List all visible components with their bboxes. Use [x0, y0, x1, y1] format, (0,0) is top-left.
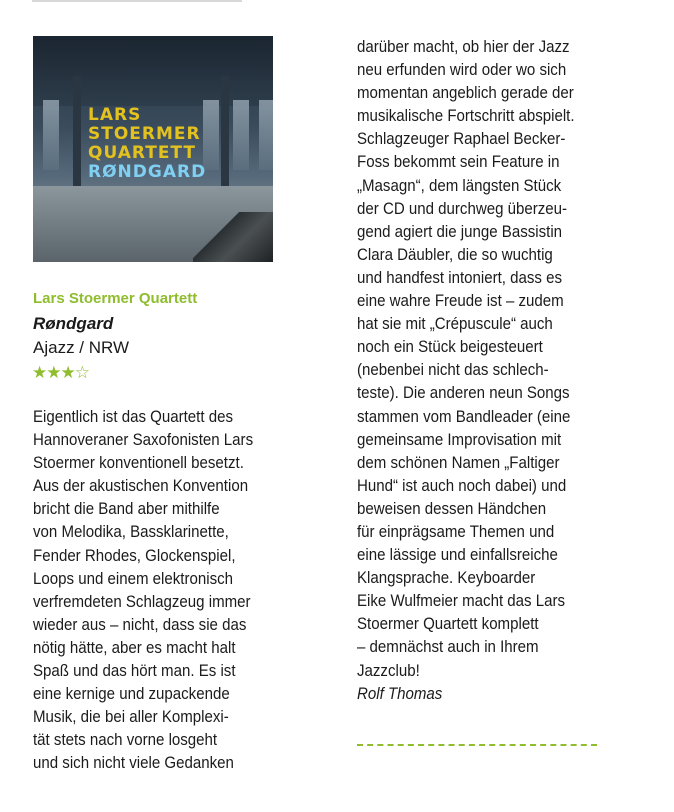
text-line: (nebenbei nicht das schlech- — [357, 361, 549, 380]
top-rule — [32, 0, 242, 2]
text-line: – demnächst auch in Ihrem — [357, 638, 539, 657]
author-signature: Rolf Thomas — [357, 684, 443, 703]
text-line: beweisen dessen Händchen — [357, 499, 547, 518]
text-line: darüber macht, ob hier der Jazz — [357, 38, 570, 56]
text-line: neu erfunden wird oder wo sich — [357, 61, 567, 80]
text-line: Eike Wulfmeier macht das Lars — [357, 592, 566, 611]
text-line: und handfest intoniert, dass es — [357, 268, 563, 287]
cover-window — [259, 100, 273, 170]
cover-line: LARS — [88, 105, 142, 125]
text-line: eine wahre Freude ist – zudem — [357, 292, 564, 311]
text-line: gemeinsame Improvisation mit — [357, 430, 562, 449]
text-line: Stoermer Quartett komplett — [357, 615, 539, 634]
text-line: musikalische Fortschritt abspielt. — [357, 107, 575, 126]
review-text-column-1 — [33, 406, 253, 776]
text-line: eine kernige und zupackende — [33, 685, 230, 704]
text-line: und sich nicht viele Gedanken — [33, 754, 234, 773]
album-cover — [33, 36, 273, 262]
text-line: hat sie mit „Crépuscule“ auch — [357, 315, 553, 334]
text-line: Schlagzeuger Raphael Becker- — [357, 130, 566, 149]
record-label: Ajazz / NRW — [33, 338, 130, 357]
cover-ceiling — [33, 36, 273, 106]
text-line: gend agiert die junge Bassistin — [357, 222, 563, 241]
text-line: Musik, die bei aller Komplexi- — [33, 708, 229, 727]
text-line: momentan angeblich gerade der — [357, 84, 574, 103]
end-divider — [357, 744, 597, 746]
text-line: für einprägsame Themen und — [357, 522, 555, 541]
text-line: von Melodika, Bassklarinette, — [33, 523, 229, 542]
text-line: Fender Rhodes, Glockenspiel, — [33, 546, 236, 565]
text-line: Clara Däubler, die so wuchtig — [357, 245, 553, 264]
cover-line: QUARTETT — [88, 143, 197, 163]
text-line: verfremdeten Schlagzeug immer — [33, 592, 251, 611]
text-line: Loops und einem elektronisch — [33, 569, 234, 588]
text-line: Hund“ ist auch noch dabei) und — [357, 476, 567, 495]
text-line: stammen vom Bandleader (eine — [357, 407, 571, 426]
text-line: Aus der akustischen Konvention — [33, 477, 249, 496]
cover-window — [43, 100, 59, 170]
cover-line: RØNDGARD — [88, 162, 207, 182]
text-line: tät stets nach vorne losgeht — [33, 731, 218, 750]
cover-window — [233, 100, 249, 170]
text-line: teste). Die anderen neun Songs — [357, 384, 570, 403]
cover-debris — [193, 212, 273, 262]
text-line: Eigentlich ist das Quartett des — [33, 408, 233, 426]
text-line: Jazzclub! — [357, 661, 420, 680]
cover-title — [88, 106, 206, 182]
rating-stars: ★★★☆ — [32, 363, 89, 382]
text-line: Hannoveraner Saxofonisten Lars — [33, 431, 254, 450]
text-line: bricht die Band aber mithilfe — [33, 500, 220, 519]
artist-name: Lars Stoermer Quartett — [33, 290, 198, 307]
text-line: „Masagn“, dem längsten Stück — [357, 176, 562, 195]
text-line: Spaß und das hört man. Es ist — [33, 662, 236, 681]
review-text-column-2 — [357, 36, 575, 706]
text-line: Stoermer konventionell besetzt. — [33, 454, 244, 473]
text-line: nötig hätte, aber es macht halt — [33, 638, 236, 657]
cover-line: STOERMER — [88, 124, 201, 144]
album-title: Røndgard — [33, 314, 114, 333]
text-line: dem schönen Namen „Faltiger — [357, 453, 560, 472]
text-line: Foss bekommt sein Feature in — [357, 153, 560, 172]
text-line: wieder aus – nicht, dass sie das — [33, 615, 247, 634]
text-line: Klangsprache. Keyboarder — [357, 569, 536, 588]
text-line: noch ein Stück beigesteuert — [357, 338, 543, 357]
text-line: eine lässige und einfallsreiche — [357, 546, 558, 565]
text-line: der CD und durchweg überzeu- — [357, 199, 568, 218]
